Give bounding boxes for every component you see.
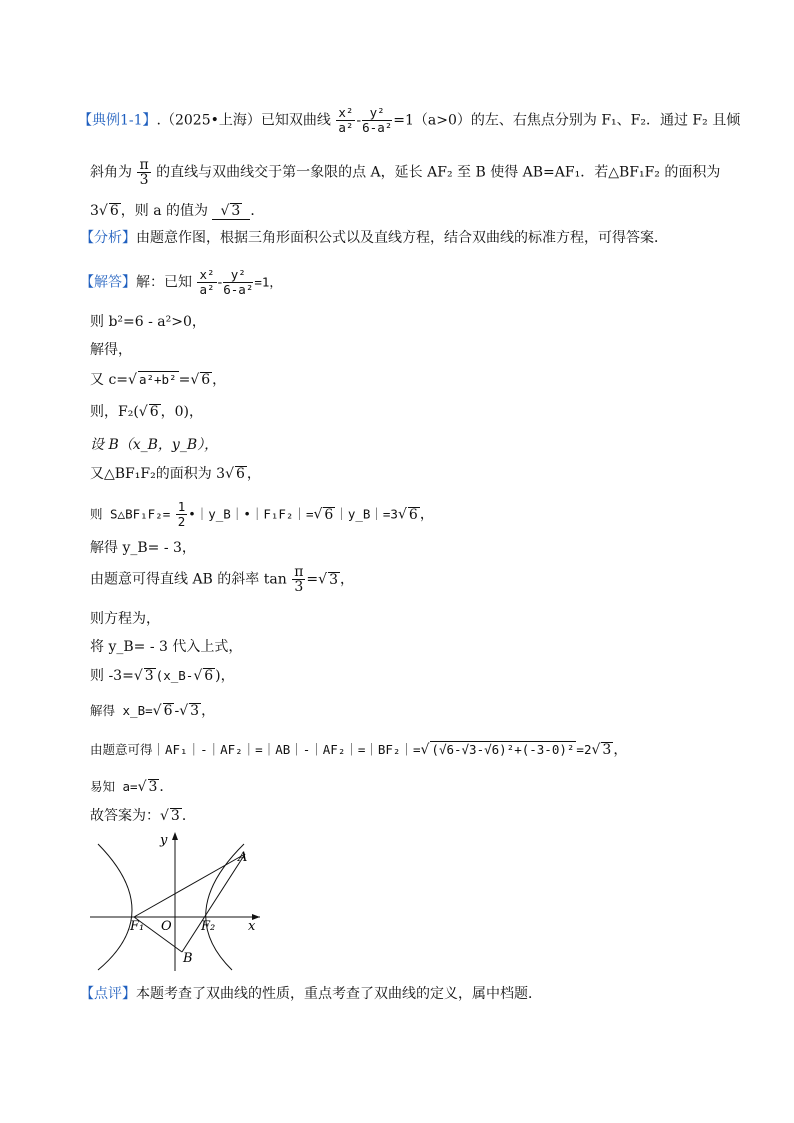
s1-text: 解：已知 bbox=[136, 274, 192, 291]
area-coef: 3 bbox=[90, 203, 99, 219]
y-axis-arrow bbox=[172, 832, 178, 840]
frac-num: π bbox=[294, 564, 304, 580]
s1-frac-x bbox=[197, 268, 216, 297]
s1-end: =1， bbox=[254, 274, 282, 290]
frac-den: 6-a² bbox=[362, 120, 393, 135]
solution-line-2: 则 b²=6 - a²>0， bbox=[90, 314, 206, 330]
s5-a: 则，F₂( bbox=[90, 404, 139, 420]
s4-a: 又 c= bbox=[90, 372, 129, 388]
s14-sqrt2: 3 bbox=[190, 703, 200, 719]
solution-line-5: 则，F₂(√ 6 ，0)， bbox=[90, 404, 204, 420]
solution-line-4: 又 c=√ a²+b² =√ 6 ， bbox=[90, 372, 227, 388]
solution-line-14: 解得 x_B=√ 6 -√ 3 ， bbox=[90, 703, 216, 719]
solution-line-8: 则 S△BF₁F₂= $\frac{1}{2}$ •｜y_B｜•｜F₁F₂｜=√ 6 ｜y_B｜=3√ 6 ， bbox=[90, 499, 434, 529]
minus-sign: - bbox=[356, 112, 362, 129]
s8-d: ， bbox=[419, 506, 434, 523]
answer-sqrt: 3 bbox=[231, 203, 241, 219]
s4-sqrt: a²+b² bbox=[138, 372, 177, 387]
line2-prefix: 斜角为 bbox=[90, 164, 132, 181]
solution-line-15: 由题意可得｜AF₁｜-｜AF₂｜=｜AB｜-｜AF₂｜=｜BF₂｜=√ (√6-√3-√6)²+(-3-0)² =2√ 3 ， bbox=[90, 742, 628, 758]
s15-a: 由题意可得｜AF₁｜-｜AF₂｜=｜AB｜-｜AF₂｜=｜BF₂｜= bbox=[90, 742, 421, 757]
angle-frac bbox=[137, 158, 150, 187]
line3-text: ，则 a 的值为 bbox=[120, 203, 209, 219]
s10-b: = bbox=[306, 571, 319, 588]
solution-line-12: 将 y_B= - 3 代入上式， bbox=[90, 639, 243, 655]
answer-blank: √ 3 bbox=[212, 203, 250, 220]
solution-line-11: 则方程为， bbox=[90, 611, 160, 627]
label-B: B bbox=[183, 951, 193, 966]
s10-a: 由题意可得直线 AB 的斜率 tan bbox=[90, 571, 287, 588]
frac-num: y² bbox=[223, 268, 253, 283]
s17-b: ． bbox=[181, 808, 196, 824]
s7-b: ， bbox=[246, 466, 261, 482]
s14-c: ， bbox=[201, 703, 216, 719]
s8-a: 则 S△BF₁F₂= bbox=[90, 506, 171, 522]
sqrt-six: 6 bbox=[109, 203, 119, 219]
frac-den: 3 bbox=[294, 579, 304, 595]
comment-tag: 【点评】 bbox=[80, 986, 136, 1002]
s10-sqrt: 3 bbox=[329, 571, 338, 588]
line2-text: 的直线与双曲线交于第一象限的点 A，延长 AF₂ 至 B 使得 AB=AF₁．若△BF₁F₂ 的面积为 bbox=[156, 164, 721, 181]
example-text-a: 已知双曲线 bbox=[260, 112, 331, 129]
hyperbola-figure bbox=[82, 828, 267, 976]
example-line-2 bbox=[90, 158, 720, 187]
label-x: x bbox=[248, 919, 256, 934]
s16-a: 易知 a= bbox=[90, 779, 138, 794]
s4-c: ， bbox=[212, 372, 227, 388]
example-tag: 【典例1-1】 bbox=[78, 112, 157, 129]
label-F1: F₁ bbox=[130, 919, 145, 934]
analysis-text: 由题意作图，根据三角形面积公式以及直线方程，结合双曲线的标准方程，可得答案． bbox=[136, 230, 668, 246]
solution-line-9: 解得 y_B= - 3， bbox=[90, 540, 196, 556]
solution-line-3: 解得， bbox=[90, 342, 132, 358]
label-F2: F₂ bbox=[201, 919, 216, 934]
frac-num: y² bbox=[362, 106, 392, 121]
comment-line bbox=[80, 984, 542, 1004]
frac-num: π bbox=[139, 157, 149, 173]
s14-sqrt: 6 bbox=[163, 703, 173, 719]
frac-num: x² bbox=[338, 105, 354, 120]
s8-b: •｜y_B｜•｜F₁F₂｜= bbox=[188, 506, 314, 522]
solution-line-17: 故答案为：√ 3 ． bbox=[90, 808, 196, 824]
s16-sqrt: 3 bbox=[148, 779, 158, 795]
s13-c: )， bbox=[215, 668, 235, 684]
s8-sqrt2: 6 bbox=[408, 506, 418, 523]
s15-sqrt: (√6-√3-√6)²+(-3-0)² bbox=[431, 742, 575, 757]
s15-c: ， bbox=[613, 742, 628, 758]
hyperbola-frac-x bbox=[336, 106, 355, 135]
example-line-1 bbox=[78, 106, 740, 135]
hyperbola-left-branch bbox=[98, 844, 132, 970]
s14-a: 解得 x_B= bbox=[90, 703, 153, 718]
s13-b: (x_B- bbox=[155, 668, 194, 683]
period: ． bbox=[250, 203, 265, 219]
frac-den: 3 bbox=[139, 172, 149, 188]
solution-line-13: 则 -3=√ 3 (x_B-√ 6 )， bbox=[90, 668, 235, 684]
s7-sqrt: 6 bbox=[236, 466, 245, 482]
s10-c: ， bbox=[339, 571, 354, 588]
s8-sqrt: 6 bbox=[324, 506, 334, 523]
line-F1-A bbox=[134, 854, 245, 917]
label-O: O bbox=[161, 919, 172, 934]
s16-b: ． bbox=[159, 779, 174, 795]
solution-line-6: 设 B（x_B，y_B）， bbox=[90, 437, 219, 453]
example-eq-one: =1（a>0）的左、右焦点分别为 F₁、F₂．通过 F₂ 且倾 bbox=[393, 112, 741, 129]
solution-line-1: 【解答】解：已知 $\frac{\text{x²}}{\text{a²}}$ - $\frac{\text{y²}}{\text{6-a²}}$ =1， bbox=[80, 267, 282, 297]
s5-sqrt: 6 bbox=[149, 404, 159, 420]
half-frac bbox=[176, 500, 188, 529]
solution-tag: 【解答】 bbox=[80, 274, 136, 291]
s5-b: ，0)， bbox=[160, 404, 204, 420]
frac-den: 6-a² bbox=[223, 282, 254, 297]
tan-frac bbox=[292, 565, 305, 594]
s17-sqrt: 3 bbox=[170, 808, 180, 824]
label-y: y bbox=[160, 833, 168, 848]
analysis-tag: 【分析】 bbox=[80, 230, 136, 246]
frac-den: 2 bbox=[177, 514, 186, 529]
label-A: A bbox=[238, 850, 248, 865]
example-line-3: 3√ 6 ，则 a 的值为 √ 3 ． bbox=[90, 203, 265, 219]
frac-den: a² bbox=[338, 120, 354, 135]
s1-frac-y bbox=[223, 268, 253, 297]
s17-a: 故答案为： bbox=[90, 808, 160, 824]
example-source: .（2025•上海） bbox=[156, 112, 261, 129]
frac-den: a² bbox=[199, 282, 215, 297]
solution-line-7: 又△BF₁F₂的面积为 3√ 6 ， bbox=[90, 466, 261, 482]
frac-num: x² bbox=[199, 267, 215, 282]
s13-sqrt2: 6 bbox=[204, 668, 214, 684]
s4-b: = bbox=[178, 372, 191, 388]
analysis-line bbox=[80, 228, 668, 248]
s15-b: =2 bbox=[576, 742, 592, 757]
s4-sqrt2: 6 bbox=[201, 372, 211, 388]
s7-a: 又△BF₁F₂的面积为 3 bbox=[90, 466, 226, 482]
solution-line-16: 易知 a=√ 3 ． bbox=[90, 779, 174, 795]
solution-line-10: 由题意可得直线 AB 的斜率 tan $\frac{\pi}{3}$ =√ 3 ， bbox=[90, 564, 354, 595]
s8-c: ｜y_B｜=3 bbox=[335, 506, 398, 522]
comment-text: 本题考查了双曲线的性质，重点考查了双曲线的定义，属中档题． bbox=[136, 986, 542, 1002]
s13-a: 则 -3= bbox=[90, 668, 134, 684]
hyperbola-frac-y bbox=[362, 106, 392, 135]
s15-sqrt2: 3 bbox=[602, 742, 612, 758]
s14-b: - bbox=[174, 703, 180, 719]
frac-num: 1 bbox=[177, 499, 186, 514]
s13-sqrt: 3 bbox=[144, 668, 154, 684]
line-A-B bbox=[182, 854, 245, 952]
